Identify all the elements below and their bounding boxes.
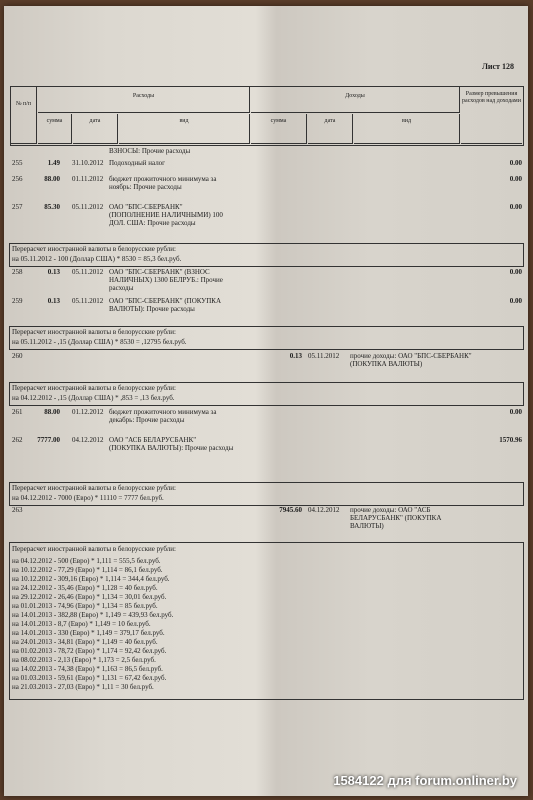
- row-date: 31.10.2012: [72, 159, 104, 167]
- conversion-line: на 01.01.2013 - 74,96 (Евро) * 1,134 = 85 бел.руб.: [12, 602, 158, 610]
- row-number: 259: [12, 297, 23, 305]
- row-sum: 7777.00: [37, 436, 60, 444]
- header-num: № п/п: [11, 87, 37, 144]
- sheet-number: Лист 128: [481, 62, 514, 71]
- row-number: 262: [12, 436, 23, 444]
- conversion-line: на 14.02.2013 - 74,38 (Евро) * 1,163 = 86,5 бел.руб.: [12, 665, 163, 673]
- row-number: 263: [12, 506, 23, 514]
- row-sum: 1.49: [47, 159, 60, 167]
- row-date: 01.12.2012: [72, 408, 104, 416]
- row-number: 260: [12, 352, 23, 360]
- conversion-title: Перерасчет иностранной валюты в белорусские рубли:: [12, 384, 176, 392]
- row-date: 05.11.2012: [72, 297, 104, 305]
- row-sum: 85.30: [44, 203, 60, 211]
- income-date: 05.11.2012: [308, 352, 340, 360]
- header-exp-kind: вид: [119, 114, 250, 144]
- conversion-line: на 24.12.2012 - 35,46 (Евро) * 1,128 = 40 бел.руб.: [12, 584, 158, 592]
- conversion-list-box: [9, 542, 524, 700]
- row-sum: 0.13: [47, 297, 60, 305]
- conversion-value: на 05.11.2012 - 100 (Доллар США) * 8530 = 85,3 бел.руб.: [12, 255, 182, 263]
- row-kind: ОАО "БПС-СБЕРБАНК" (ПОКУПКА ВАЛЮТЫ): Прочие расходы: [109, 297, 222, 313]
- conversion-line: на 21.03.2013 - 27,03 (Евро) * 1,11 = 30 бел.руб.: [12, 683, 154, 691]
- conversion-value: на 04.12.2012 - 7000 (Евро) * 11110 = 7777 бел.руб.: [12, 494, 164, 502]
- row-kind: ОАО "АСБ БЕЛАРУСБАНК" (ПОКУПКА ВАЛЮТЫ): Прочие расходы: [109, 436, 234, 452]
- document-page: [4, 6, 528, 796]
- row-sum: 88.00: [44, 175, 60, 183]
- conversion-box: [9, 243, 524, 267]
- conversion-title: Перерасчет иностранной валюты в белорусские рубли:: [12, 545, 176, 553]
- conversion-box: [9, 482, 524, 506]
- row-diff: 0.00: [509, 408, 522, 416]
- conversion-box: [9, 382, 524, 406]
- row-number: 258: [12, 268, 23, 276]
- conversion-line: на 08.02.2013 - 2,13 (Евро) * 1,173 = 2,5 бел.руб.: [12, 656, 156, 664]
- row-diff: 0.00: [509, 297, 522, 305]
- watermark: 1584122 для forum.onliner.by: [333, 773, 517, 788]
- row-sum: 0.13: [47, 268, 60, 276]
- table-header: [10, 86, 524, 146]
- income-sum: 7945.60: [279, 506, 302, 514]
- conversion-line: на 10.12.2012 - 309,16 (Евро) * 1,114 = 344,4 бел.руб.: [12, 575, 170, 583]
- conversion-line: на 24.01.2013 - 34,81 (Евро) * 1,149 = 40 бел.руб.: [12, 638, 158, 646]
- row-diff: 0.00: [509, 175, 522, 183]
- conversion-line: на 04.12.2012 - 500 (Евро) * 1,111 = 555,5 бел.руб.: [12, 557, 161, 565]
- header-diff: Размер превышения расходов над доходами: [461, 87, 522, 144]
- header-income: Доходы: [251, 87, 460, 113]
- conversion-value: на 04.12.2012 - ,15 (Доллар США) * ,853 = ,13 бел.руб.: [12, 394, 175, 402]
- row-number: 257: [12, 203, 23, 211]
- row-kind: Подоходный налог: [109, 159, 166, 167]
- row-kind: бюджет прожиточного минимума за декабрь: Прочие расходы: [109, 408, 217, 424]
- row-number: 255: [12, 159, 23, 167]
- income-kind: прочие доходы: ОАО "АСБ БЕЛАРУСБАНК" (ПОКУПКА ВАЛЮТЫ): [350, 506, 442, 530]
- conversion-line: на 01.03.2013 - 59,61 (Евро) * 1,131 = 67,42 бел.руб.: [12, 674, 167, 682]
- conversion-line: на 14.01.2013 - 8,7 (Евро) * 1,149 = 10 бел.руб.: [12, 620, 151, 628]
- row-number: 261: [12, 408, 23, 416]
- conversion-value: на 05.11.2012 - ,15 (Доллар США) * 8530 = ,12795 бел.руб.: [12, 338, 187, 346]
- row-kind: бюджет прожиточного минимума за ноябрь: Прочие расходы: [109, 175, 217, 191]
- row-date: 05.11.2012: [72, 268, 104, 276]
- conversion-line: на 14.01.2013 - 382,88 (Евро) * 1,149 = 439,93 бел.руб.: [12, 611, 174, 619]
- conversion-title: Перерасчет иностранной валюты в белорусские рубли:: [12, 245, 176, 253]
- row-kind: ОАО "БПС-СБЕРБАНК" (ВЗНОС НАЛИЧНЫХ) 1300 БЕЛРУБ.: Прочие расходы: [109, 268, 223, 292]
- row-diff: 0.00: [509, 203, 522, 211]
- conversion-line: на 14.01.2013 - 330 (Евро) * 1,149 = 379,17 бел.руб.: [12, 629, 165, 637]
- income-date: 04.12.2012: [308, 506, 340, 514]
- conversion-title: Перерасчет иностранной валюты в белорусские рубли:: [12, 328, 176, 336]
- row-sum: 88.00: [44, 408, 60, 416]
- row-date: 04.12.2012: [72, 436, 104, 444]
- row-date: 05.11.2012: [72, 203, 104, 211]
- header-inc-kind: вид: [354, 114, 460, 144]
- header-exp-sum: сумма: [38, 114, 72, 144]
- header-expenses: Расходы: [38, 87, 250, 113]
- conversion-line: на 10.12.2012 - 77,29 (Евро) * 1,114 = 86,1 бел.руб.: [12, 566, 163, 574]
- conversion-line: на 29.12.2012 - 26,46 (Евро) * 1,134 = 30,01 бел.руб.: [12, 593, 167, 601]
- row-diff: 0.00: [509, 268, 522, 276]
- row-diff: 1570.96: [499, 436, 522, 444]
- income-kind: прочие доходы: ОАО "БПС-СБЕРБАНК" (ПОКУПКА ВАЛЮТЫ): [350, 352, 472, 368]
- row-kind: ОАО "БПС-СБЕРБАНК" (ПОПОЛНЕНИЕ НАЛИЧНЫМИ) 100 ДОЛ. США: Прочие расходы: [109, 203, 223, 227]
- row-diff: 0.00: [509, 159, 522, 167]
- header-exp-date: дата: [73, 114, 118, 144]
- header-inc-date: дата: [308, 114, 353, 144]
- header-inc-sum: сумма: [251, 114, 307, 144]
- row-date: 01.11.2012: [72, 175, 104, 183]
- conversion-box: [9, 326, 524, 350]
- income-sum: 0.13: [289, 352, 302, 360]
- conversion-title: Перерасчет иностранной валюты в белорусские рубли:: [12, 484, 176, 492]
- intro-text: ВЗНОСЫ: Прочие расходы: [109, 147, 191, 155]
- conversion-line: на 01.02.2013 - 78,72 (Евро) * 1,174 = 92,42 бел.руб.: [12, 647, 167, 655]
- row-number: 256: [12, 175, 23, 183]
